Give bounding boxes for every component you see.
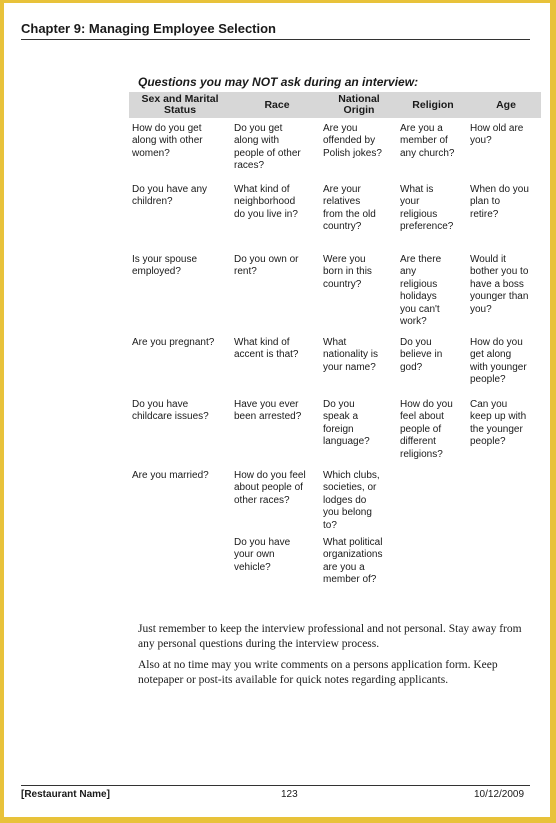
column-header-religion: Religion [412, 98, 454, 111]
column-header-sex-marital-status: Sex and Marital Status [141, 93, 219, 116]
table-cell: What is your religious preference? [400, 184, 454, 233]
table-cell: Are your relatives from the old country? [323, 184, 376, 233]
table-cell: Are you married? [132, 470, 209, 481]
table-cell: Which clubs, societies, or lodges do you belong to? [323, 470, 380, 531]
table-cell: How do you get along with other women? [132, 123, 203, 159]
footer-date: 10/12/2009 [474, 789, 525, 800]
table-cell: What kind of neighborhood do you live in? [234, 184, 298, 220]
table-cell: Do you speak a foreign language? [323, 399, 370, 448]
table-cell: Do you believe in god? [400, 337, 443, 373]
table-cell: What kind of accent is that? [234, 337, 299, 361]
table-cell: Have you ever been arrested? [234, 399, 302, 423]
chapter-title: Chapter 9: Managing Employee Selection [21, 21, 530, 40]
note-paragraph: Also at no time may you write comments on a persons application form. Keep notepaper or post-its available for quick notes regarding applicants. [138, 659, 498, 686]
table-cell: Were you born in this country? [323, 254, 372, 290]
table-cell: Are you pregnant? [132, 337, 215, 348]
table-cell: How do you get along with younger people? [470, 337, 527, 386]
table-cell: How do you feel about people of different religions? [400, 399, 453, 460]
table-cell: Do you have any children? [132, 184, 208, 208]
table-cell: Are there any religious holidays you can't work? [400, 254, 442, 328]
footer-restaurant-name: [Restaurant Name] [21, 789, 110, 800]
table-cell: Is your spouse employed? [132, 254, 198, 278]
table-cell: Are you offended by Polish jokes? [323, 123, 382, 159]
table-cell: What nationality is your name? [323, 337, 379, 373]
column-header-national-origin: National Origin [338, 93, 380, 116]
table-cell: How do you feel about people of other races? [234, 470, 306, 506]
table-cell: Are you a member of any church? [400, 123, 455, 159]
table-cell: Would it bother you to have a boss younger than you? [470, 254, 529, 315]
table-cell: When do you plan to retire? [470, 184, 529, 220]
table-cell: Do you own or rent? [234, 254, 299, 278]
column-header-race: Race [264, 98, 290, 111]
document-page [4, 3, 550, 817]
table-cell: Do you have your own vehicle? [234, 537, 291, 573]
table-header-row [129, 92, 541, 118]
section-heading: Questions you may NOT ask during an interview: [138, 75, 419, 89]
table-cell: What political organizations are you a member of? [323, 537, 383, 586]
table-cell: Can you keep up with the younger people? [470, 399, 527, 448]
table-cell: Do you have childcare issues? [132, 399, 209, 423]
note-paragraph: Just remember to keep the interview professional and not personal. Stay away from any personal questions during the interview process. [138, 623, 522, 650]
column-header-age: Age [496, 98, 516, 111]
table-cell: Do you get along with people of other races? [234, 123, 301, 172]
footer-divider [21, 785, 530, 786]
footer-page-number: 123 [281, 789, 298, 800]
table-cell: How old are you? [470, 123, 524, 147]
